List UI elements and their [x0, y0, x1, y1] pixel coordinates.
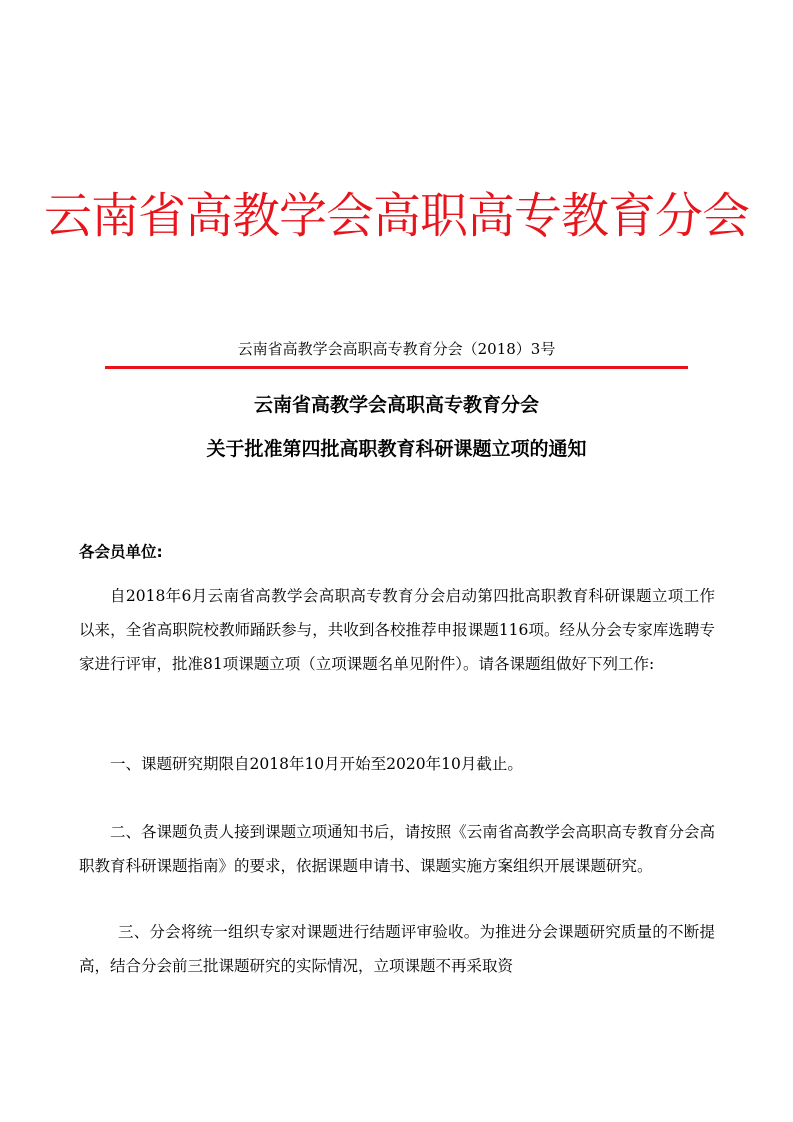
organization-header: 云南省高教学会高职高专教育分会 — [43, 188, 749, 244]
red-divider-line — [105, 366, 688, 369]
notice-title-line-1: 云南省高教学会高职高专教育分会 — [253, 394, 539, 416]
body-paragraph-item-3: 三、分会将统一组织专家对课题进行结题评审验收。为推进分会课题研究质量的不断提高，结合分会前三批课题研究的实际情况，立项课题不再采取资 — [79, 923, 715, 975]
body-paragraph-item-2: 二、各课题负责人接到课题立项通知书后，请按照《云南省高教学会高职高专教育分会高职教育科研课题指南》的要求，依据课题申请书、课题实施方案组织开展课题研究。 — [79, 823, 715, 875]
body-paragraph-intro: 自2018年6月云南省高教学会高职高专教育分会启动第四批高职教育科研课题立项工作以来，全省高职院校教师踊跃参与，共收到各校推荐申报课题116项。经从分会专家库选聘专家进行评审，批准81项课题立项（立项课题名单见附件）。请各课题组做好下列工作: — [79, 587, 715, 673]
notice-title-line-2: 关于批准第四批高职教育科研课题立项的通知 — [206, 438, 587, 460]
document-number: 云南省高教学会高职高专教育分会（2018）3号 — [237, 340, 556, 358]
body-paragraph-item-1: 一、课题研究期限自2018年10月开始至2020年10月截止。 — [110, 755, 523, 773]
salutation: 各会员单位: — [79, 543, 163, 561]
